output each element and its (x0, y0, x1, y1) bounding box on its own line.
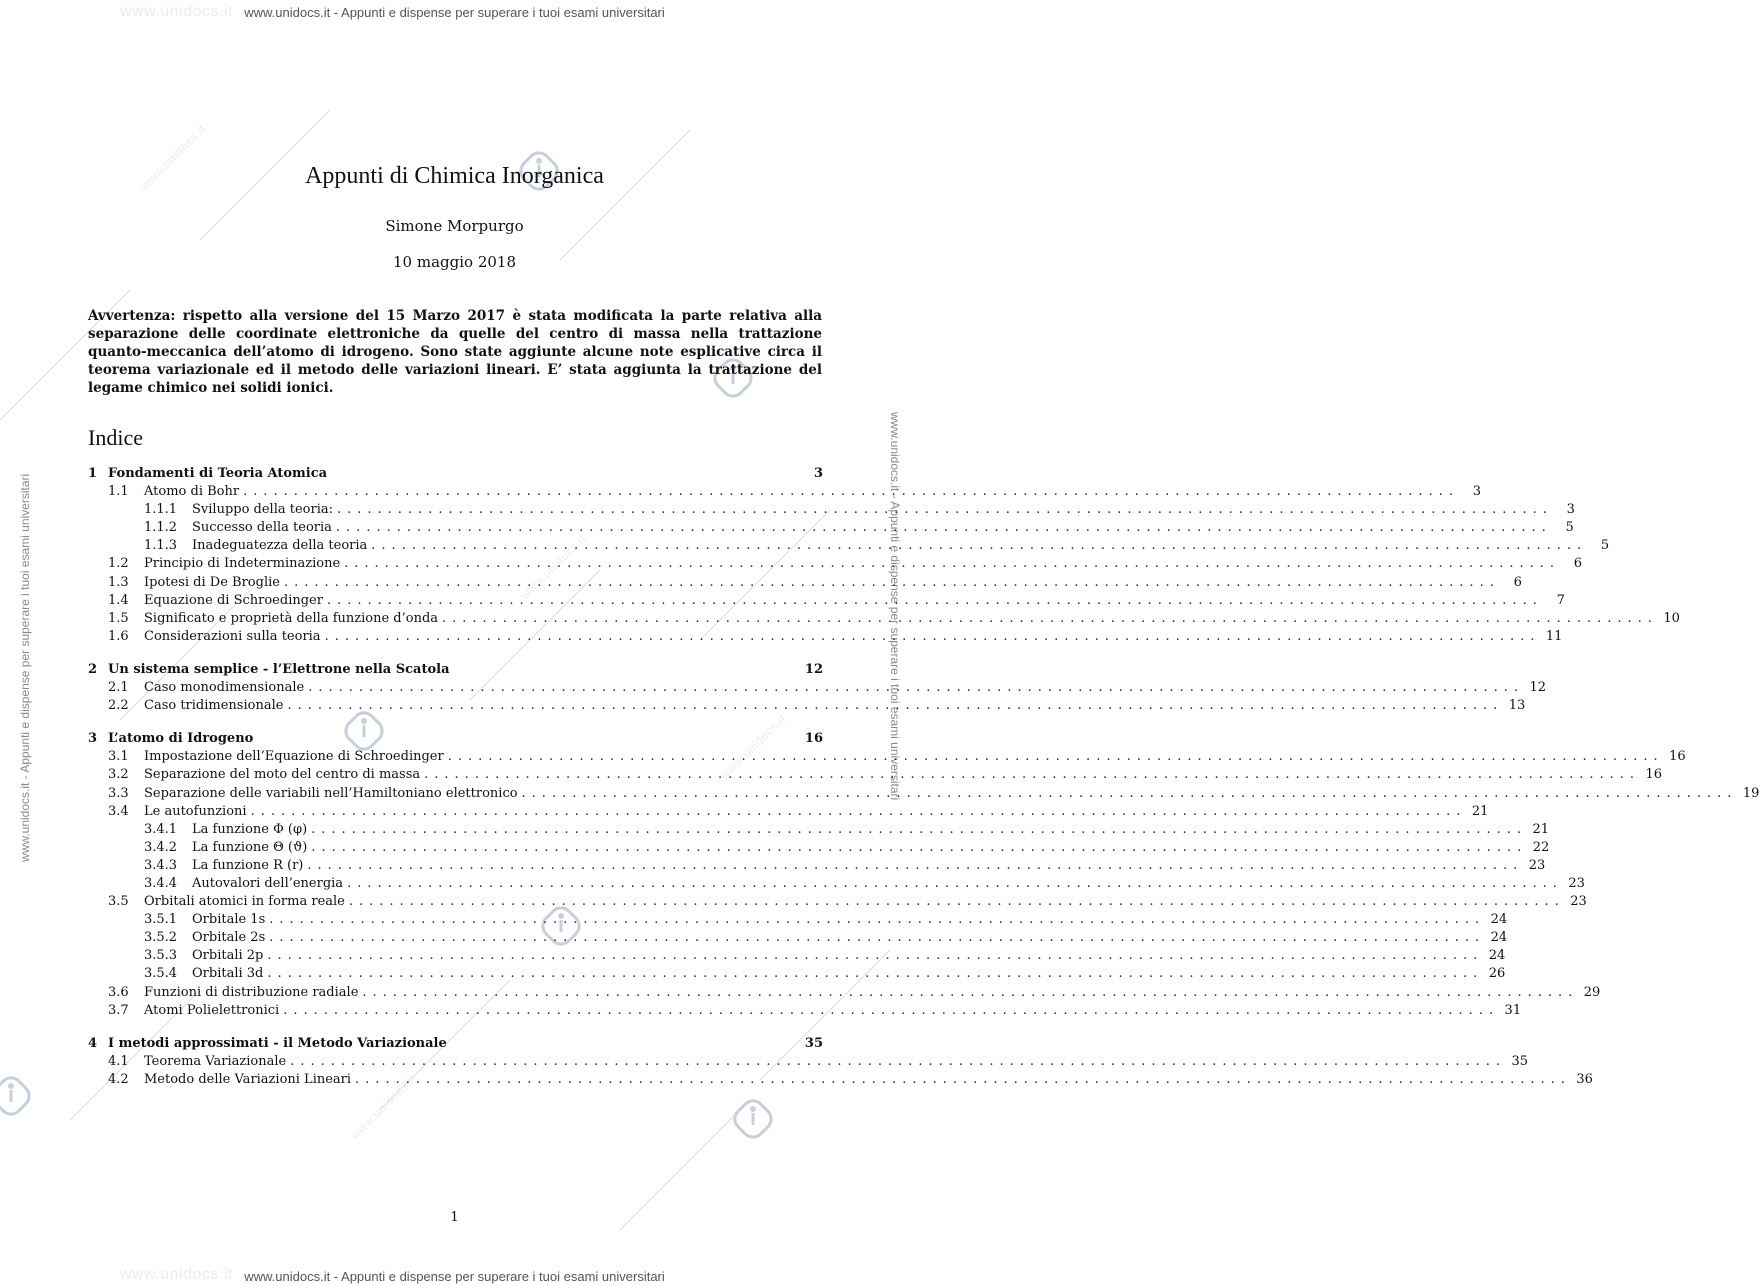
toc-section-entry[interactable] (88, 766, 1663, 784)
toc-leader-dots: ........................................................................................................................ (521, 785, 1738, 801)
toc-leader-dots: ........................................................................................................................ (307, 857, 1524, 873)
toc-chapter-entry[interactable] (88, 730, 823, 748)
toc-leader-dots: ........................................................................................................................ (267, 948, 1484, 964)
toc-subsection-entry[interactable] (88, 821, 1550, 839)
watermark-ghost: www.unidocs.it (137, 121, 209, 193)
toc-entry-number: 3.5 (108, 894, 129, 910)
toc-entry-number: 3.2 (108, 767, 129, 783)
toc-entry-number: 3.1 (108, 749, 129, 765)
toc-subsection-entry[interactable] (88, 911, 1508, 929)
toc-entry-page: 10 (1663, 610, 1680, 626)
toc-subsection-entry[interactable] (88, 501, 1575, 519)
toc-entry-title: Equazione di Schroedinger (144, 592, 323, 608)
toc-entry-number: 3.4.1 (144, 821, 178, 837)
toc-leader-dots: ........................................................................................................................ (348, 894, 1565, 910)
toc-entry-title: Orbitale 1s (192, 912, 266, 928)
toc-entry-title: Un sistema semplice - l’Elettrone nella Scatola (108, 661, 450, 677)
notice-text: rispetto alla versione del 15 Marzo 2017 è stata modificata la parte relativa alla separazione delle coordinate elettroniche da quelle del centro di massa nella trattazione quanto-meccanica dell’atomo di idrogeno. Sono state aggiunte alcune note esplicative circa il teorema variazionale ed il metodo delle variazioni lineari. E’ stata aggiunta la trattazione del legame chimico nei solidi ionici. (88, 308, 823, 396)
toc-entry-number: 3.4.4 (144, 875, 178, 891)
toc-leader-dots: ........................................................................................................................ (267, 966, 1484, 982)
toc-leader-dots: ........................................................................................................................ (290, 1053, 1507, 1069)
toc-entry-number: 1.1 (108, 484, 129, 500)
toc-entry-page: 6 (1513, 574, 1522, 590)
toc-entry-title: Impostazione dell’Equazione di Schroedinger (144, 749, 444, 765)
toc-entry-page: 3 (1566, 502, 1575, 518)
toc-entry-page: 5 (1600, 538, 1610, 554)
toc-entry-title: Principio di Indeterminazione (144, 556, 341, 572)
toc-entry-page: 24 (1488, 948, 1506, 964)
toc-entry-page: 12 (1529, 680, 1547, 696)
toc-entry-number: 3.7 (108, 1002, 129, 1018)
toc-section-entry[interactable] (88, 893, 1587, 911)
toc-entry-page: 6 (1573, 556, 1583, 572)
toc-entry-title: Successo della teoria (192, 520, 332, 536)
toc-entry-title: Fondamenti di Teoria Atomica (108, 466, 328, 481)
toc-entry-page: 35 (1511, 1053, 1529, 1069)
toc-chapter-entry[interactable] (88, 465, 823, 483)
toc-entry-number: 3.5.4 (144, 966, 178, 982)
toc-entry-page: 26 (1488, 966, 1506, 982)
toc-entry-page: 31 (1504, 1002, 1522, 1018)
toc-leader-dots: ........................................................................................................................ (283, 1002, 1500, 1018)
toc-entry-page: 21 (1471, 803, 1489, 819)
unidocs-logo-icon (732, 1098, 776, 1142)
toc-entry-number: 4.2 (108, 1071, 129, 1087)
toc-entry-page: 12 (804, 661, 823, 677)
toc-entry-title: Separazione del moto del centro di massa (144, 767, 421, 783)
toc-leader-dots: ........................................................................................................................ (269, 930, 1486, 946)
toc-entry-title: Atomi Polielettronici (144, 1002, 280, 1018)
document-date: 10 maggio 2018 (393, 253, 516, 271)
toc-entry-page: 21 (1532, 821, 1550, 837)
toc-entry-title: Orbitale 2s (192, 930, 266, 946)
revision-notice (88, 307, 822, 397)
toc-entry-title: Atomo di Bohr (144, 484, 240, 500)
toc-entry-title: Orbitali 2p (192, 948, 264, 964)
toc-entry-title: Sviluppo della teoria: (192, 502, 334, 518)
toc-leader-dots: ........................................................................................................................ (337, 502, 1553, 518)
toc-entry-page: 19 (1742, 785, 1759, 801)
toc-section-entry[interactable] (88, 628, 1563, 646)
watermark-side-right: www.unidocs.it - Appunti e dispense per superare i tuoi esami universitari (888, 412, 902, 801)
toc-subsection-entry[interactable] (88, 965, 1506, 983)
toc-leader-dots: ........................................................................................................................ (311, 839, 1528, 855)
toc-entry-title: Teorema Variazionale (144, 1053, 287, 1069)
toc-entry-number: 1.4 (108, 592, 129, 608)
toc-subsection-entry[interactable] (88, 519, 1574, 537)
toc-subsection-entry[interactable] (88, 537, 1610, 555)
toc-entry-title: Le autofunzioni (144, 803, 247, 819)
toc-entry-title: Ipotesi di De Broglie (144, 574, 280, 590)
toc-section-entry[interactable] (88, 697, 1526, 715)
toc-section-entry[interactable] (88, 1053, 1529, 1071)
toc-leader-dots: ........................................................................................................................ (287, 698, 1504, 714)
toc-entry-number: 1.1.3 (144, 538, 178, 554)
toc-entry-number: 4.1 (108, 1053, 129, 1069)
toc-entry-title: Inadeguatezza della teoria (192, 538, 368, 554)
toc-section-entry[interactable] (88, 574, 1522, 592)
watermark-ghost: www.unidocs.it (120, 3, 233, 20)
toc-section-entry[interactable] (88, 785, 1759, 803)
toc-entry-page: 3 (813, 466, 823, 481)
toc-entry-page: 23 (1528, 857, 1546, 873)
toc-entry-number: 2 (88, 661, 98, 677)
toc-section-entry[interactable] (88, 803, 1489, 821)
toc-leader-dots: ........................................................................................................................ (326, 592, 1543, 608)
toc-entry-page: 13 (1508, 698, 1526, 714)
toc-entry-title: La funzione Θ (ϑ) (192, 839, 308, 855)
toc-entry-title: La funzione R (r) (192, 857, 304, 873)
toc-entry-title: L’atomo di Idrogeno (108, 731, 254, 747)
watermark-header: www.unidocs.it - Appunti e dispense per superare i tuoi esami universitari (244, 5, 665, 20)
watermark-ghost: www.unidocs.it (120, 1266, 233, 1283)
toc-subsection-entry[interactable] (88, 929, 1508, 947)
toc-entry-number: 3.4.3 (144, 857, 178, 873)
toc-leader-dots: ........................................................................................................................ (362, 984, 1579, 1000)
toc-entry-number: 3.4.2 (144, 839, 178, 855)
toc-subsection-entry[interactable] (88, 839, 1550, 857)
toc-entry-title: Autovalori dell’energia (192, 875, 344, 891)
toc-entry-number: 1.2 (108, 556, 129, 572)
document-author: Simone Morpurgo (385, 217, 524, 235)
toc-entry-number: 1 (88, 466, 98, 481)
toc-section-entry[interactable] (88, 555, 1583, 573)
toc-section-entry[interactable] (88, 1071, 1593, 1089)
toc-section-entry[interactable] (88, 748, 1686, 766)
toc-section-entry[interactable] (88, 483, 1481, 501)
watermark-ghost: www.unidocs.it (517, 531, 589, 603)
toc-entry-page: 23 (1570, 894, 1587, 910)
toc-entry-number: 3.5.3 (144, 948, 178, 964)
toc-entry-number: 2.1 (108, 680, 129, 696)
notice-label: Avvertenza: (88, 308, 176, 324)
toc-entry-page: 3 (1472, 484, 1481, 500)
toc-subsection-entry[interactable] (88, 947, 1506, 965)
toc-chapter-entry[interactable] (88, 661, 823, 679)
toc-entry-title: Significato e proprietà della funzione d’onda (144, 610, 439, 626)
unidocs-logo-icon (0, 1075, 34, 1119)
toc-entry-title: Considerazioni sulla teoria (144, 628, 321, 644)
watermark-ghost: www.unidocs.it (347, 1071, 419, 1143)
toc-leader-dots: ........................................................................................................................ (344, 556, 1561, 572)
toc-section-entry[interactable] (88, 679, 1547, 697)
toc-entry-title: Caso monodimensionale (144, 680, 305, 696)
toc-leader-dots: ........................................................................................................................ (324, 628, 1541, 644)
toc-entry-number: 3.6 (108, 984, 129, 1000)
watermark-ghost: www.unidocs.it (717, 711, 789, 783)
toc-section-entry[interactable] (88, 610, 1680, 628)
toc-entry-page: 35 (804, 1035, 823, 1051)
toc-entry-page: 36 (1576, 1071, 1593, 1087)
toc-heading: Indice (88, 425, 143, 450)
toc-entry-page: 7 (1556, 592, 1565, 608)
toc-leader-dots: ........................................................................................................................ (335, 520, 1552, 536)
document-title: Appunti di Chimica Inorganica (305, 163, 604, 189)
toc-entry-number: 3.5.2 (144, 930, 178, 946)
toc-leader-dots: ........................................................................................................................ (424, 767, 1641, 783)
toc-entry-page: 5 (1565, 520, 1574, 536)
toc-leader-dots: ........................................................................................................................ (371, 538, 1588, 554)
toc-leader-dots: ........................................................................................................................ (308, 680, 1525, 696)
toc-leader-dots: ........................................................................................................................ (243, 484, 1459, 500)
toc-leader-dots: ........................................................................................................................ (283, 574, 1500, 590)
toc-entry-number: 3.5.1 (144, 912, 178, 928)
toc-entry-number: 2.2 (108, 698, 129, 714)
toc-leader-dots: ........................................................................................................................ (347, 875, 1563, 891)
toc-entry-page: 24 (1490, 912, 1508, 928)
toc-entry-number: 1.1.2 (144, 520, 178, 536)
toc-entry-title: Orbitali 3d (192, 966, 264, 982)
toc-entry-page: 16 (804, 731, 823, 747)
toc-entry-number: 4 (88, 1035, 98, 1051)
toc-entry-title: La funzione Φ (φ) (192, 821, 308, 837)
toc-entry-title: I metodi approssimati - il Metodo Variazionale (108, 1035, 447, 1051)
toc-entry-page: 29 (1583, 984, 1601, 1000)
toc-entry-title: Orbitali atomici in forma reale (144, 894, 345, 910)
toc-section-entry[interactable] (88, 1002, 1522, 1020)
toc-leader-dots: ........................................................................................................................ (447, 749, 1664, 765)
toc-entry-page: 11 (1545, 628, 1563, 644)
toc-entry-page: 24 (1490, 930, 1508, 946)
toc-entry-number: 1.1.1 (144, 502, 178, 518)
toc-entry-title: Funzioni di distribuzione radiale (144, 984, 359, 1000)
toc-leader-dots: ........................................................................................................................ (442, 610, 1658, 626)
toc-entry-title: Caso tridimensionale (144, 698, 284, 714)
toc-entry-page: 22 (1532, 839, 1550, 855)
toc-chapter-entry[interactable] (88, 1035, 823, 1053)
toc-entry-number: 3.4 (108, 803, 129, 819)
toc-section-entry[interactable] (88, 592, 1565, 610)
toc-section-entry[interactable] (88, 984, 1601, 1002)
toc-entry-number: 1.3 (108, 574, 129, 590)
toc-entry-number: 1.5 (108, 610, 129, 626)
toc-entry-page: 16 (1669, 749, 1686, 765)
toc-subsection-entry[interactable] (88, 875, 1585, 893)
page-number: 1 (450, 1210, 459, 1225)
toc-leader-dots: ........................................................................................................................ (269, 912, 1486, 928)
toc-leader-dots: ........................................................................................................................ (250, 803, 1467, 819)
watermark-side-left: www.unidocs.it - Appunti e dispense per superare i tuoi esami universitari (18, 473, 32, 862)
toc-leader-dots: ........................................................................................................................ (355, 1071, 1571, 1087)
toc-entry-number: 3.3 (108, 785, 129, 801)
toc-leader-dots: ........................................................................................................................ (311, 821, 1528, 837)
toc-entry-number: 3 (88, 731, 98, 747)
toc-entry-page: 16 (1645, 767, 1663, 783)
toc-subsection-entry[interactable] (88, 857, 1546, 875)
toc-entry-title: Separazione delle variabili nell’Hamiltoniano elettronico (144, 785, 518, 801)
watermark-footer: www.unidocs.it - Appunti e dispense per superare i tuoi esami universitari (244, 1269, 665, 1284)
toc-entry-page: 23 (1568, 875, 1585, 891)
toc-entry-number: 1.6 (108, 628, 129, 644)
toc-entry-title: Metodo delle Variazioni Lineari (144, 1071, 352, 1087)
